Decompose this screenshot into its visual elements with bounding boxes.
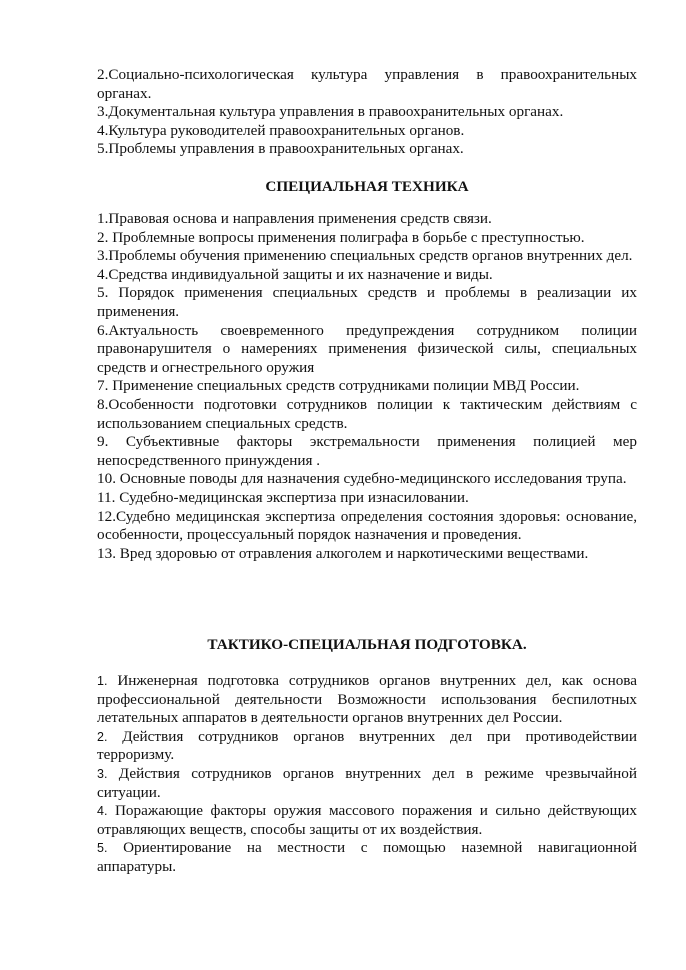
list-item: 8.Особенности подготовки сотрудников полиции к тактическим действиям с использованием специальных средств.: [97, 395, 637, 432]
list-item-text: Действия сотрудников органов внутренних дел при противодействии терроризму.: [97, 727, 637, 764]
list-item: 1.Правовая основа и направления применения средств связи.: [97, 210, 492, 227]
list-item: 4.Средства индивидуальной защиты и их назначение и виды.: [97, 265, 493, 283]
list-item: [97, 802, 637, 839]
list-item: 3.Проблемы обучения применению специальных средств органов внутренних дел.: [97, 247, 633, 265]
list-item-number: 3.: [97, 766, 108, 781]
list-item-number: 2.: [97, 729, 108, 744]
section-heading-special-equipment: СПЕЦИАЛЬНАЯ ТЕХНИКА: [265, 178, 469, 195]
list-item-number: 1.: [97, 674, 108, 688]
section-heading-tactical-training: ТАКТИКО-СПЕЦИАЛЬНАЯ ПОДГОТОВКА.: [207, 636, 527, 653]
list-item: [97, 728, 637, 765]
tactical-training-list: [97, 672, 637, 877]
list-item: [97, 765, 637, 802]
list-item: 6.Актуальность своевременного предупреждения сотрудником полиции правонарушителя о намерениях применения физической силы, специальных средств и огнестрельного оружия: [97, 321, 637, 376]
management-culture-list: [97, 66, 637, 159]
special-equipment-list: [97, 210, 637, 563]
list-item: [97, 672, 637, 728]
list-item: 9. Субъективные факторы экстремальности применения полицией мер непосредственного принуждения .: [97, 433, 637, 469]
list-item: 13. Вред здоровью от отравления алкоголем и наркотическими веществами.: [97, 544, 589, 562]
list-item: 10. Основные поводы для назначения судебно-медицинского исследования трупа.: [97, 470, 627, 488]
list-item-number: 4.: [97, 804, 108, 819]
list-item-text: Инженерная подготовка сотрудников органов внутренних дел, как основа профессиональной деятельности Возможности использования беспилотных летательных аппаратов в деятельности органов внутренних дел России.: [97, 672, 638, 727]
list-item: 5.Проблемы управления в правоохранительных органах.: [97, 140, 464, 158]
list-item: 4.Культура руководителей правоохранительных органов.: [97, 121, 465, 139]
list-item-text: Ориентирование на местности с помощью наземной навигационной аппаратуры.: [97, 839, 637, 875]
list-item-text: Действия сотрудников органов внутренних дел в режиме чрезвычайной ситуации.: [97, 764, 638, 801]
list-item: 2.Социально-психологическая культура управления в правоохранительных органах.: [97, 66, 637, 102]
list-item: 11. Судебно-медицинская экспертиза при изнасиловании.: [97, 488, 469, 506]
list-item: 12.Судебно медицинская экспертиза определения состояния здоровья: основание, особенности, процессуальный порядок назначения и проведения.: [97, 507, 637, 544]
list-item: [97, 839, 637, 876]
list-item: 7. Применение специальных средств сотрудниками полиции МВД России.: [97, 377, 580, 395]
list-item-number: 5.: [97, 841, 108, 856]
list-item: 2. Проблемные вопросы применения полиграфа в борьбе с преступностью.: [97, 228, 585, 246]
list-item-text: Поражающие факторы оружия массового поражения и сильно действующих отравляющих веществ, способы защиты от их воздействия.: [97, 802, 637, 838]
list-item: 5. Порядок применения специальных средств и проблемы в реализации их применения.: [97, 284, 637, 320]
list-item: 3.Документальная культура управления в правоохранительных органах.: [97, 103, 564, 121]
